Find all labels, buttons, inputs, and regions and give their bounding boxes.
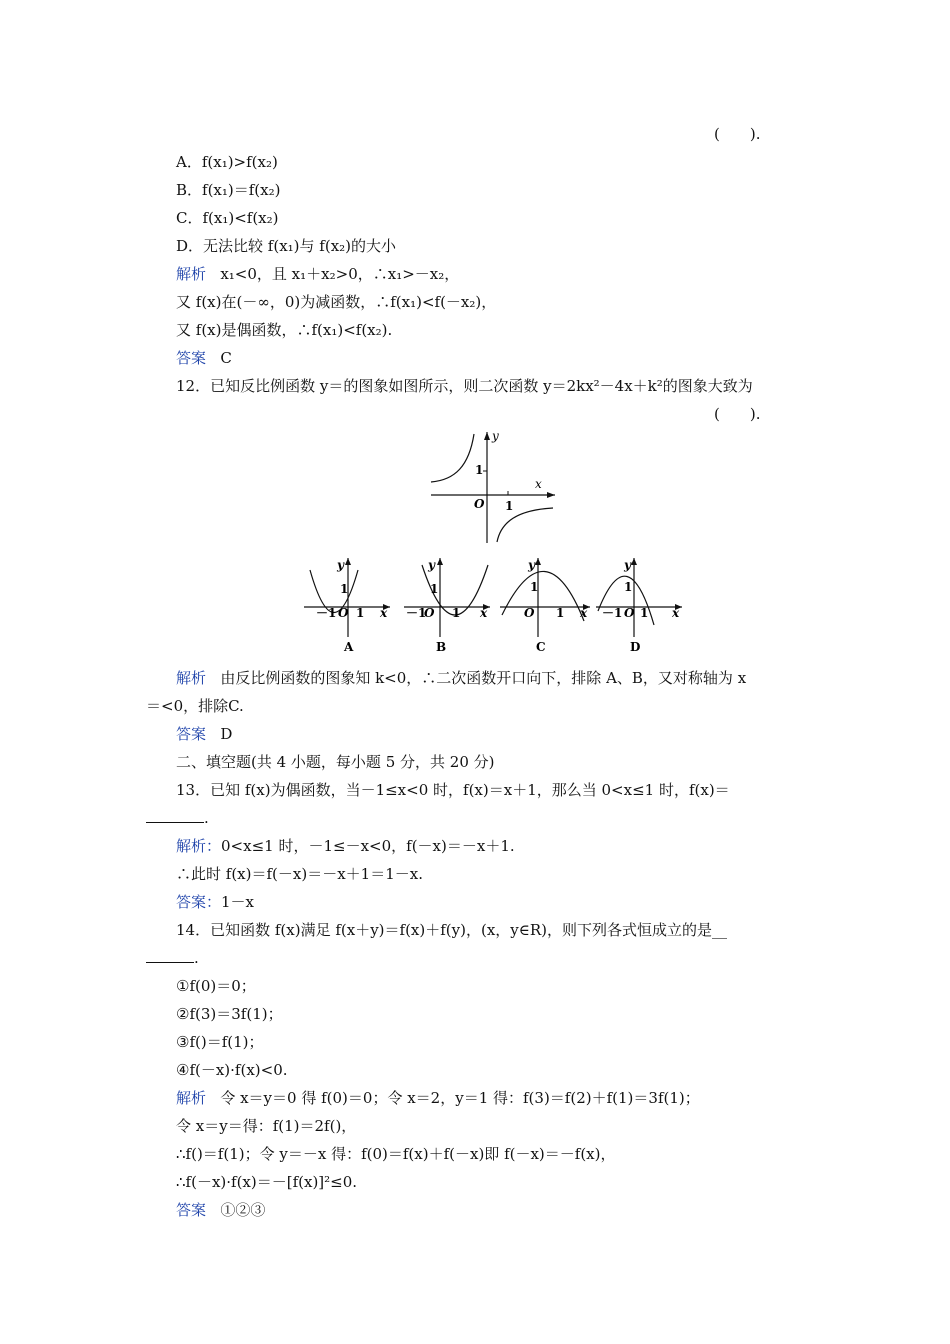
analysis-text: 令 x＝y＝0 得 f(0)＝0；令 x＝2，y＝1 得：f(3)＝f(2)＋f(1)＝3f(1)； (220, 1089, 700, 1107)
statement-1: ①f(0)＝0； (176, 977, 256, 995)
y-tick: 1 (340, 582, 349, 596)
answer-value: 1－x (221, 893, 255, 911)
y-tick: 1 (430, 582, 439, 596)
analysis-13-line-2: ∴此时 f(x)＝f(－x)＝－x＋1＝1－x. (176, 865, 423, 883)
choice-letter: D (630, 640, 641, 654)
origin: O (338, 606, 349, 620)
neg-tick: －1 (406, 606, 427, 620)
neg-tick: －1 (316, 606, 337, 620)
statement-3: ③f()＝f(1)； (176, 1033, 264, 1051)
y-label: y (528, 558, 535, 572)
x-label: x (480, 606, 488, 620)
period: . (194, 949, 199, 967)
analysis-12-line-1 (176, 667, 746, 689)
statement-2: ②f(3)＝3f(1)； (176, 1005, 283, 1023)
answer-blank[interactable] (146, 808, 204, 823)
option-d: D．无法比较 f(x₁)与 f(x₂)的大小 (176, 237, 397, 255)
analysis-text: 0<x≤1 时，－1≤－x<0，f(－x)＝－x＋1. (221, 837, 515, 855)
section-heading: 二、填空题(共 4 小题，每小题 5 分，共 20 分) (176, 753, 495, 771)
x-tick-label: 1 (505, 499, 514, 513)
choice-letter: B (436, 640, 447, 654)
answer-blank[interactable] (146, 948, 194, 963)
answer-label: 答案 (176, 1201, 207, 1219)
analysis-14-line-2: 令 x＝y＝得：f(1)＝2f()， (176, 1117, 357, 1135)
y-label: y (624, 558, 631, 572)
reciprocal-function-graph (425, 428, 560, 546)
graph-choice-b (404, 558, 490, 654)
choice-letter: C (536, 640, 546, 654)
origin: O (524, 606, 535, 620)
question-12-paren: ( ). (714, 405, 761, 423)
graph-choice-d (596, 558, 682, 654)
y-tick-label: 1 (475, 463, 484, 477)
analysis-14-line-4: ∴f(－x)·f(x)＝－[f(x)]²≤0. (176, 1173, 358, 1191)
analysis-label: 解析： (176, 837, 222, 855)
pos-tick: 1 (640, 606, 649, 620)
options-paren: ( ). (714, 125, 761, 143)
neg-tick: －1 (602, 606, 623, 620)
question-14-blank-line (146, 947, 199, 969)
choice-graphs (300, 555, 690, 655)
answer-12-line (176, 723, 232, 745)
analysis-label: 解析 (176, 669, 207, 687)
option-a: A．f(x₁)>f(x₂) (176, 153, 278, 171)
analysis-line-2: 又 f(x)在(－∞，0)为减函数，∴f(x₁)<f(－x₂)， (176, 293, 497, 311)
analysis-13-line-1 (176, 835, 515, 857)
question-12: 12．已知反比例函数 y＝的图象如图所示，则二次函数 y＝2kx²－4x＋k²的图象大致为 (176, 377, 753, 395)
origin: O (624, 606, 635, 620)
y-tick: 1 (624, 580, 633, 594)
origin: O (424, 606, 435, 620)
statement-4: ④f(－x)·f(x)<0. (176, 1061, 288, 1079)
answer-14-line (176, 1199, 265, 1221)
y-axis-label: y (492, 429, 499, 443)
answer-value: D (220, 725, 233, 743)
y-label: y (337, 558, 344, 572)
graph-choice-c (500, 558, 590, 654)
period: . (204, 809, 209, 827)
analysis-text: 由反比例函数的图象知 k<0，∴二次函数开口向下，排除 A、B，又对称轴为 x (220, 669, 747, 687)
x-label: x (380, 606, 388, 620)
pos-tick: 1 (556, 606, 565, 620)
analysis-text: x₁<0，且 x₁＋x₂>0，∴x₁>－x₂， (220, 265, 460, 283)
origin-label: O (474, 497, 485, 511)
answer-13-line (176, 891, 254, 913)
question-13: 13．已知 f(x)为偶函数，当－1≤x<0 时，f(x)＝x＋1，那么当 0<x≤1 时，f(x)＝ (176, 781, 730, 799)
x-label: x (580, 606, 588, 620)
answer-value: C (220, 349, 232, 367)
analysis-line-3: 又 f(x)是偶函数，∴f(x₁)<f(x₂). (176, 321, 393, 339)
question-13-blank-line (146, 807, 209, 829)
y-tick: 1 (530, 580, 539, 594)
answer-value: ①②③ (220, 1201, 266, 1219)
answer-label: 答案： (176, 893, 222, 911)
analysis-14-line-3: ∴f()＝f(1)；令 y＝－x 得：f(0)＝f(x)＋f(－x)即 f(－x)＝－f(x)， (176, 1145, 616, 1163)
x-label: x (672, 606, 680, 620)
x-axis-label: x (535, 477, 542, 491)
option-c: C．f(x₁)<f(x₂) (176, 209, 279, 227)
answer-label: 答案 (176, 725, 207, 743)
answer-line (176, 347, 232, 369)
pos-tick: 1 (452, 606, 461, 620)
choice-letter: A (344, 640, 354, 654)
analysis-label: 解析 (176, 265, 207, 283)
analysis-line-1 (176, 263, 459, 285)
answer-label: 答案 (176, 349, 207, 367)
question-14: 14．已知函数 f(x)满足 f(x＋y)＝f(x)＋f(y)，(x，y∈R)，则下列各式恒成立的是__ (176, 921, 728, 939)
analysis-14-line-1 (176, 1087, 700, 1109)
option-b: B．f(x₁)＝f(x₂) (176, 181, 281, 199)
analysis-12-line-2: ＝<0，排除C. (146, 697, 244, 715)
pos-tick: 1 (356, 606, 365, 620)
y-label: y (428, 558, 435, 572)
graph-choice-a (304, 558, 390, 654)
analysis-label: 解析 (176, 1089, 207, 1107)
